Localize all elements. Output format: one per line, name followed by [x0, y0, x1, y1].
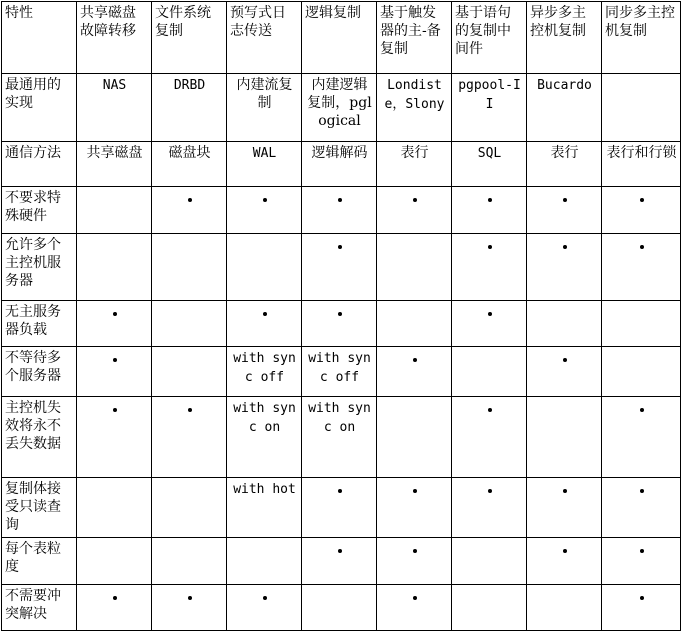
bullet-icon [338, 198, 342, 202]
support-dot-cell [302, 301, 377, 347]
row-feature-label [2, 187, 77, 234]
support-dot-cell [452, 478, 527, 538]
bullet-icon [338, 245, 342, 249]
table-row [2, 538, 681, 585]
bullet-icon [563, 489, 567, 493]
support-dot-cell [527, 347, 602, 397]
header-label: 基于语句的复制中间件 [455, 5, 511, 57]
empty-cell [77, 538, 152, 585]
support-dot-cell [377, 585, 452, 631]
support-dot-cell [377, 478, 452, 538]
cell-text: 表行 [400, 145, 429, 161]
value-cell [227, 478, 302, 538]
cell-text: with sync on [308, 401, 371, 435]
bullet-icon [413, 358, 417, 362]
value-cell [77, 142, 152, 187]
cell-text: DRBD [173, 78, 206, 93]
empty-cell [602, 347, 681, 397]
bullet-icon [113, 312, 117, 316]
row-feature-label [2, 478, 77, 538]
empty-cell [77, 187, 152, 234]
bullet-icon [263, 312, 267, 316]
empty-cell [152, 538, 227, 585]
row-feature-label [2, 301, 77, 347]
table-row [2, 347, 681, 397]
value-cell [227, 397, 302, 478]
bullet-icon [338, 312, 342, 316]
row-feature-label [2, 142, 77, 187]
cell-text: Londiste，Slony [384, 78, 445, 112]
empty-cell [77, 234, 152, 301]
feature-label-text: 无主服务器负载 [5, 304, 61, 338]
bullet-icon [640, 549, 644, 553]
support-dot-cell [452, 234, 527, 301]
support-dot-cell [527, 234, 602, 301]
header-label: 基于触发器的主-备复制 [380, 5, 441, 57]
table-row [2, 187, 681, 234]
empty-cell [527, 585, 602, 631]
support-dot-cell [77, 347, 152, 397]
feature-label-text: 通信方法 [5, 145, 61, 161]
support-dot-cell [152, 397, 227, 478]
feature-label-text: 复制体接受只读查询 [5, 481, 61, 533]
table-row [2, 301, 681, 347]
cell-text: 内建逻辑复制，pglogical [307, 77, 372, 129]
support-dot-cell [527, 538, 602, 585]
cell-text: 共享磁盘 [86, 145, 143, 161]
row-feature-label [2, 234, 77, 301]
empty-cell [602, 301, 681, 347]
header-solution [377, 2, 452, 74]
support-dot-cell [302, 234, 377, 301]
value-cell [227, 74, 302, 142]
bullet-icon [563, 198, 567, 202]
cell-text: 磁盘块 [168, 145, 211, 161]
table-row [2, 142, 681, 187]
value-cell [302, 397, 377, 478]
support-dot-cell [377, 187, 452, 234]
support-dot-cell [377, 347, 452, 397]
empty-cell [227, 538, 302, 585]
empty-cell [452, 538, 527, 585]
header-solution [452, 2, 527, 74]
cell-text: with sync off [308, 351, 371, 385]
support-dot-cell [602, 478, 681, 538]
support-dot-cell [602, 187, 681, 234]
empty-cell [452, 347, 527, 397]
header-label: 逻辑复制 [305, 5, 361, 21]
cell-text: with sync off [233, 351, 296, 385]
value-cell [527, 142, 602, 187]
support-dot-cell [152, 187, 227, 234]
value-cell [302, 74, 377, 142]
bullet-icon [488, 408, 492, 412]
table-row [2, 234, 681, 301]
empty-cell [377, 397, 452, 478]
support-dot-cell [77, 301, 152, 347]
cell-text: pgpool-II [458, 78, 521, 112]
support-dot-cell [227, 585, 302, 631]
header-label: 异步多主控机复制 [530, 5, 586, 39]
bullet-icon [413, 489, 417, 493]
bullet-icon [113, 358, 117, 362]
bullet-icon [263, 198, 267, 202]
support-dot-cell [302, 478, 377, 538]
header-label: 共享磁盘故障转移 [80, 5, 136, 39]
support-dot-cell [302, 187, 377, 234]
bullet-icon [413, 549, 417, 553]
support-dot-cell [377, 538, 452, 585]
support-dot-cell [527, 187, 602, 234]
bullet-icon [563, 358, 567, 362]
empty-cell [377, 234, 452, 301]
replication-feature-table [1, 1, 681, 631]
feature-label-text: 每个表粒度 [5, 541, 61, 575]
support-dot-cell [227, 187, 302, 234]
row-feature-label [2, 74, 77, 142]
support-dot-cell [527, 478, 602, 538]
bullet-icon [640, 198, 644, 202]
value-cell [152, 142, 227, 187]
empty-cell [152, 301, 227, 347]
feature-label-text: 允许多个主控机服务器 [5, 237, 61, 289]
support-dot-cell [602, 234, 681, 301]
bullet-icon [188, 408, 192, 412]
empty-cell [302, 585, 377, 631]
bullet-icon [263, 596, 267, 600]
bullet-icon [413, 198, 417, 202]
empty-cell [152, 478, 227, 538]
value-cell [77, 74, 152, 142]
header-label: 预写式日志传送 [230, 5, 286, 39]
header-solution [77, 2, 152, 74]
support-dot-cell [302, 538, 377, 585]
support-dot-cell [602, 397, 681, 478]
bullet-icon [338, 489, 342, 493]
bullet-icon [488, 245, 492, 249]
cell-text: Bucardo [537, 78, 592, 93]
feature-label-text: 最通用的实现 [5, 77, 61, 111]
feature-label-text: 不要求特殊硬件 [5, 190, 61, 224]
cell-text: WAL [252, 146, 277, 161]
value-cell [452, 74, 527, 142]
header-solution [527, 2, 602, 74]
bullet-icon [188, 596, 192, 600]
empty-cell [602, 74, 681, 142]
row-feature-label [2, 585, 77, 631]
bullet-icon [113, 408, 117, 412]
table-row [2, 74, 681, 142]
bullet-icon [488, 198, 492, 202]
support-dot-cell [602, 538, 681, 585]
support-dot-cell [452, 187, 527, 234]
bullet-icon [640, 489, 644, 493]
bullet-icon [640, 245, 644, 249]
empty-cell [377, 301, 452, 347]
feature-label-text: 不等待多个服务器 [5, 350, 61, 384]
row-feature-label [2, 347, 77, 397]
support-dot-cell [452, 301, 527, 347]
cell-text: 表行 [550, 145, 579, 161]
value-cell [302, 142, 377, 187]
bullet-icon [640, 408, 644, 412]
support-dot-cell [452, 397, 527, 478]
header-solution [602, 2, 681, 74]
support-dot-cell [77, 585, 152, 631]
value-cell [377, 74, 452, 142]
value-cell [377, 142, 452, 187]
bullet-icon [413, 596, 417, 600]
empty-cell [527, 397, 602, 478]
empty-cell [152, 234, 227, 301]
value-cell [452, 142, 527, 187]
value-cell [227, 347, 302, 397]
empty-cell [452, 585, 527, 631]
value-cell [227, 142, 302, 187]
header-solution [227, 2, 302, 74]
header-solution [152, 2, 227, 74]
cell-text: SQL [477, 146, 502, 161]
cell-text: with hot [233, 482, 296, 497]
table-row [2, 585, 681, 631]
header-row [2, 2, 681, 74]
feature-label-text: 不需要冲突解决 [5, 588, 61, 622]
support-dot-cell [602, 585, 681, 631]
header-solution [302, 2, 377, 74]
row-feature-label [2, 397, 77, 478]
value-cell [527, 74, 602, 142]
cell-text: NAS [102, 78, 127, 93]
bullet-icon [188, 198, 192, 202]
row-feature-label [2, 538, 77, 585]
empty-cell [77, 478, 152, 538]
table-row [2, 478, 681, 538]
bullet-icon [563, 245, 567, 249]
bullet-icon [563, 549, 567, 553]
cell-text: 表行和行锁 [606, 145, 677, 161]
cell-text: 逻辑解码 [311, 145, 368, 161]
bullet-icon [113, 596, 117, 600]
value-cell [602, 142, 681, 187]
support-dot-cell [152, 585, 227, 631]
header-feature [2, 2, 77, 74]
empty-cell [227, 234, 302, 301]
header-label: 同步多主控机复制 [605, 5, 675, 39]
support-dot-cell [77, 397, 152, 478]
header-label: 特性 [5, 5, 33, 21]
cell-text: 内建流复制 [236, 77, 293, 111]
bullet-icon [488, 489, 492, 493]
empty-cell [152, 347, 227, 397]
bullet-icon [640, 596, 644, 600]
bullet-icon [338, 549, 342, 553]
cell-text: with sync on [233, 401, 296, 435]
value-cell [302, 347, 377, 397]
table-row [2, 397, 681, 478]
bullet-icon [488, 312, 492, 316]
empty-cell [527, 301, 602, 347]
support-dot-cell [227, 301, 302, 347]
feature-label-text: 主控机失效将永不丢失数据 [5, 400, 61, 452]
header-label: 文件系统复制 [155, 5, 211, 39]
value-cell [152, 74, 227, 142]
